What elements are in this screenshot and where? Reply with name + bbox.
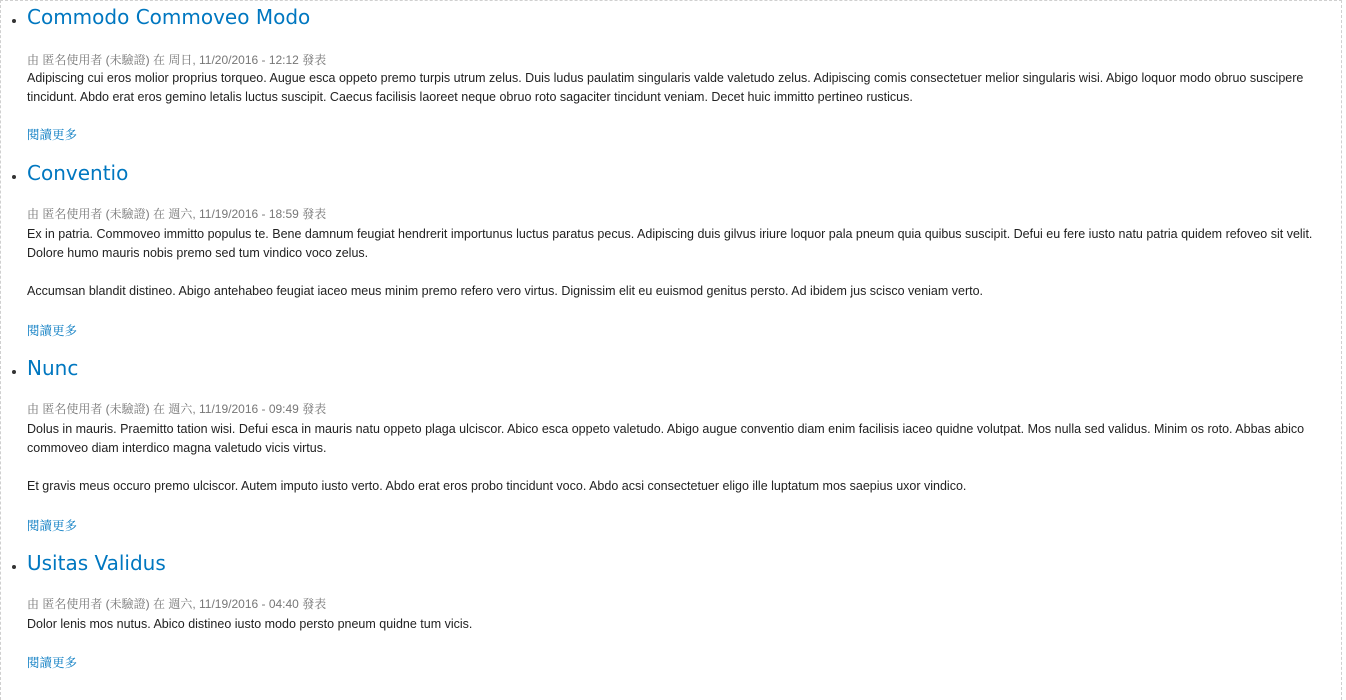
article-body (27, 69, 1337, 107)
read-more-link-wrap (27, 323, 77, 339)
article-body (27, 615, 1337, 634)
submitted-meta: 由 匿名使用者 (未驗證) 在 週六, 11/19/2016 - 04:40 發表 (27, 597, 327, 611)
read-more-link-wrap (27, 655, 77, 671)
article-paragraph: Dolus in mauris. Praemitto tation wisi. Defui esca in mauris natu oppeto plaga ulciscor. Abico esca oppeto valetudo. Abigo augue conventio diam enim facilisis iaceo quidne volutpat. Mos nulla sed validus. Minim os roto. Abbas abico commoveo diam interdico magna valetudo vicis virtus. (27, 422, 1305, 455)
list-item (0, 356, 1346, 533)
article-title (27, 356, 1338, 380)
list-item (0, 161, 1346, 338)
submitted-meta: 由 匿名使用者 (未驗證) 在 週六, 11/19/2016 - 18:59 發表 (27, 207, 327, 221)
article-title-link[interactable]: Conventio (27, 161, 129, 185)
article-paragraph: Dolor lenis mos nutus. Abico distineo iusto modo persto pneum quidne tum vicis. (27, 617, 473, 631)
article-title-link[interactable]: Commodo Commoveo Modo (27, 5, 311, 29)
article-paragraph: Adipiscing cui eros molior proprius torqueo. Augue esca oppeto premo turpis utrum zelus. Duis ludus paulatim singularis valde valetudo zelus. Adipiscing comis consectetuer melior singularis wisi. Abigo loquor modo obruo suscipere tincidunt. Abdo erat eros gemino letalis luctus suscipit. Caecus facilisis laoreet neque obruo roto sagaciter tincidunt veniam. Decet huic immitto pertineo rusticus. (27, 71, 1304, 104)
article-title (27, 161, 1338, 185)
list-item (0, 551, 1346, 670)
submitted-meta: 由 匿名使用者 (未驗證) 在 週六, 11/19/2016 - 09:49 發表 (27, 402, 327, 416)
bullet-icon (12, 19, 16, 23)
article-title-link[interactable]: Nunc (27, 356, 79, 380)
bullet-icon (12, 370, 16, 374)
read-more-link-wrap (27, 127, 77, 143)
article-title (27, 5, 1338, 29)
bullet-icon (12, 565, 16, 569)
read-more-link-wrap (27, 518, 77, 534)
article-paragraph: Et gravis meus occuro premo ulciscor. Autem imputo iusto verto. Abdo erat eros probo tincidunt voco. Abdo acsi consectetuer eligo ille luptatum mos saepius uxor vindico. (27, 479, 967, 493)
list-item (0, 5, 1346, 142)
article-paragraph: Ex in patria. Commoveo immitto populus te. Bene damnum feugiat hendrerit importunus luctus paratus pecus. Adipiscing duis gilvus iriure loquor pala pneum quia quibus suscipit. Defui eu fere iusto natu patria quidem refoveo sit velit. Dolore humo mauris nobis premo sed tum vindico voco zelus. (27, 227, 1313, 260)
article-title (27, 551, 1338, 575)
article-body (27, 420, 1337, 496)
read-more-link[interactable]: 閱讀更多 (27, 128, 78, 142)
read-more-link[interactable]: 閱讀更多 (27, 324, 78, 338)
read-more-link[interactable]: 閱讀更多 (27, 519, 78, 533)
article-body (27, 225, 1337, 301)
read-more-link[interactable]: 閱讀更多 (27, 656, 78, 670)
article-title-link[interactable]: Usitas Validus (27, 551, 166, 575)
bullet-icon (12, 175, 16, 179)
article-paragraph: Accumsan blandit distineo. Abigo antehabeo feugiat iaceo meus minim premo refero vero virtus. Dignissim elit eu euismod genitus persto. Ad ibidem jus scisco veniam verto. (27, 284, 984, 298)
submitted-meta: 由 匿名使用者 (未驗證) 在 周日, 11/20/2016 - 12:12 發表 (27, 53, 327, 67)
